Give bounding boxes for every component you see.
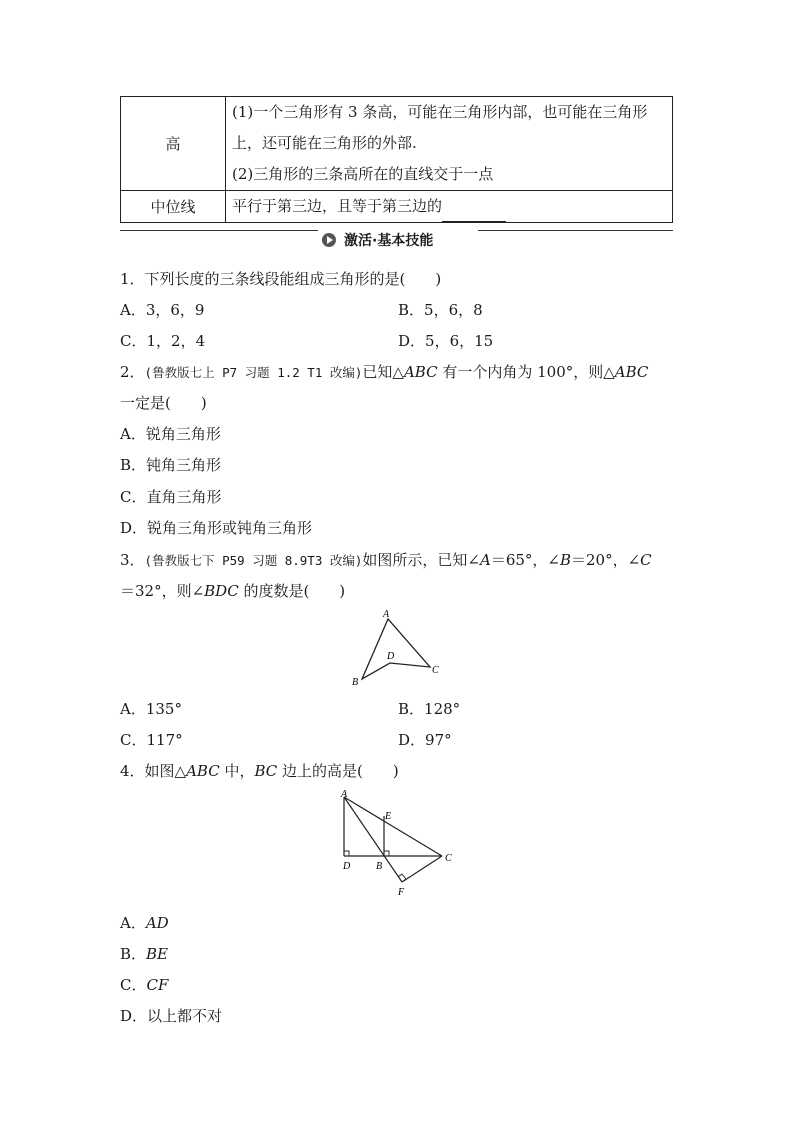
option[interactable]: D．5，6，15 <box>398 332 494 350</box>
option[interactable]: B．128° <box>398 700 461 718</box>
segment-ac <box>344 797 442 856</box>
table-row <box>121 97 673 191</box>
math-var: ABC <box>186 762 220 780</box>
math-var: C <box>640 551 652 569</box>
question-3-stem <box>120 549 652 570</box>
property-description <box>226 97 673 191</box>
label-c: C <box>432 665 439 676</box>
property-name: 高 <box>121 97 226 191</box>
label-f: F <box>398 887 405 898</box>
option-value: BE <box>146 945 169 963</box>
label-a: A <box>341 789 348 800</box>
option[interactable]: D．97° <box>398 731 452 749</box>
section-header <box>120 228 673 252</box>
option[interactable]: C．117° <box>120 731 183 749</box>
option-letter: A． <box>120 914 146 932</box>
option[interactable]: D．锐角三角形或钝角三角形 <box>120 519 313 537</box>
option-value: CF <box>146 976 169 994</box>
option[interactable]: A．135° <box>120 700 182 718</box>
option[interactable]: B．5，6，8 <box>398 301 483 319</box>
stem-text: 有一个内角为 100°，则△ <box>437 363 615 381</box>
label-b: B <box>352 677 359 688</box>
label-b: B <box>376 861 383 872</box>
question-3-figure <box>340 605 450 690</box>
question-2-stem-line2: 一定是( ) <box>120 394 207 412</box>
option-letter: D． <box>120 1007 148 1025</box>
fill-blank[interactable] <box>442 206 506 222</box>
question-4-figure <box>330 785 460 905</box>
description-line: 上，还可能在三角形的外部. <box>232 134 417 152</box>
play-badge-icon <box>322 233 336 247</box>
option[interactable] <box>120 1005 222 1026</box>
stem-text: ＝65°，∠ <box>490 551 560 569</box>
option[interactable] <box>120 912 169 933</box>
math-var: BC <box>254 762 278 780</box>
option[interactable]: A．3，6，9 <box>120 301 205 319</box>
label-a: A <box>383 609 390 620</box>
triangle-properties-table <box>120 96 673 223</box>
divider <box>120 230 318 231</box>
label-c: C <box>445 853 452 864</box>
question-number: 2． <box>120 363 145 381</box>
stem-text: 已知△ <box>362 363 404 381</box>
stem-text: 4．如图△ <box>120 762 187 780</box>
segment-af <box>344 797 402 882</box>
section-title-text: 激活·基本技能 <box>344 233 434 249</box>
option[interactable] <box>120 974 168 995</box>
question-source: (鲁教版七下 P59 习题 8.9T3 改编) <box>144 553 363 568</box>
divider <box>478 230 673 231</box>
option-letter: C． <box>120 976 147 994</box>
label-d: D <box>343 861 351 872</box>
segment-fc <box>402 856 442 882</box>
math-var: ABC <box>614 363 649 381</box>
stem-text: ＝32°，则∠ <box>120 582 205 600</box>
option-value: AD <box>145 914 169 932</box>
question-source: (鲁教版七上 P7 习题 1.2 T1 改编) <box>144 365 363 380</box>
math-var: BDC <box>204 582 239 600</box>
description-line: (2)三角形的三条高所在的直线交于一点 <box>232 165 494 183</box>
label-e: E <box>385 811 392 822</box>
concave-quadrilateral-abdc <box>362 619 430 679</box>
option-value: 以上都不对 <box>147 1007 223 1025</box>
description-line: 平行于第三边，且等于第三边的 <box>232 197 443 215</box>
option[interactable]: C．直角三角形 <box>120 488 222 506</box>
stem-text: ＝20°，∠ <box>571 551 641 569</box>
question-1-stem: 1．下列长度的三条线段能组成三角形的是( ) <box>120 270 442 288</box>
question-3-stem-line2 <box>120 580 345 601</box>
math-var: A <box>479 551 491 569</box>
table-row <box>121 191 673 223</box>
label-d: D <box>387 651 395 662</box>
stem-text: 中， <box>219 762 255 780</box>
option[interactable]: B．钝角三角形 <box>120 456 222 474</box>
option[interactable]: A．锐角三角形 <box>120 425 221 443</box>
option[interactable]: C．1，2，4 <box>120 332 206 350</box>
math-var: B <box>559 551 572 569</box>
option-letter: B． <box>120 945 147 963</box>
stem-text: 边上的高是( ) <box>277 762 399 780</box>
math-var: ABC <box>403 363 438 381</box>
stem-text: 的度数是( ) <box>238 582 346 600</box>
property-description <box>226 191 673 223</box>
stem-text: 如图所示，已知∠ <box>362 551 480 569</box>
property-name: 中位线 <box>121 191 226 223</box>
question-2-stem <box>120 361 648 382</box>
option[interactable] <box>120 943 168 964</box>
section-title <box>322 230 433 250</box>
question-number: 3． <box>120 551 145 569</box>
right-angle-mark-d <box>344 851 349 856</box>
right-angle-mark-b <box>384 851 389 856</box>
question-4-stem <box>120 760 399 781</box>
description-line: (1)一个三角形有 3 条高，可能在三角形内部，也可能在三角形 <box>232 103 648 121</box>
